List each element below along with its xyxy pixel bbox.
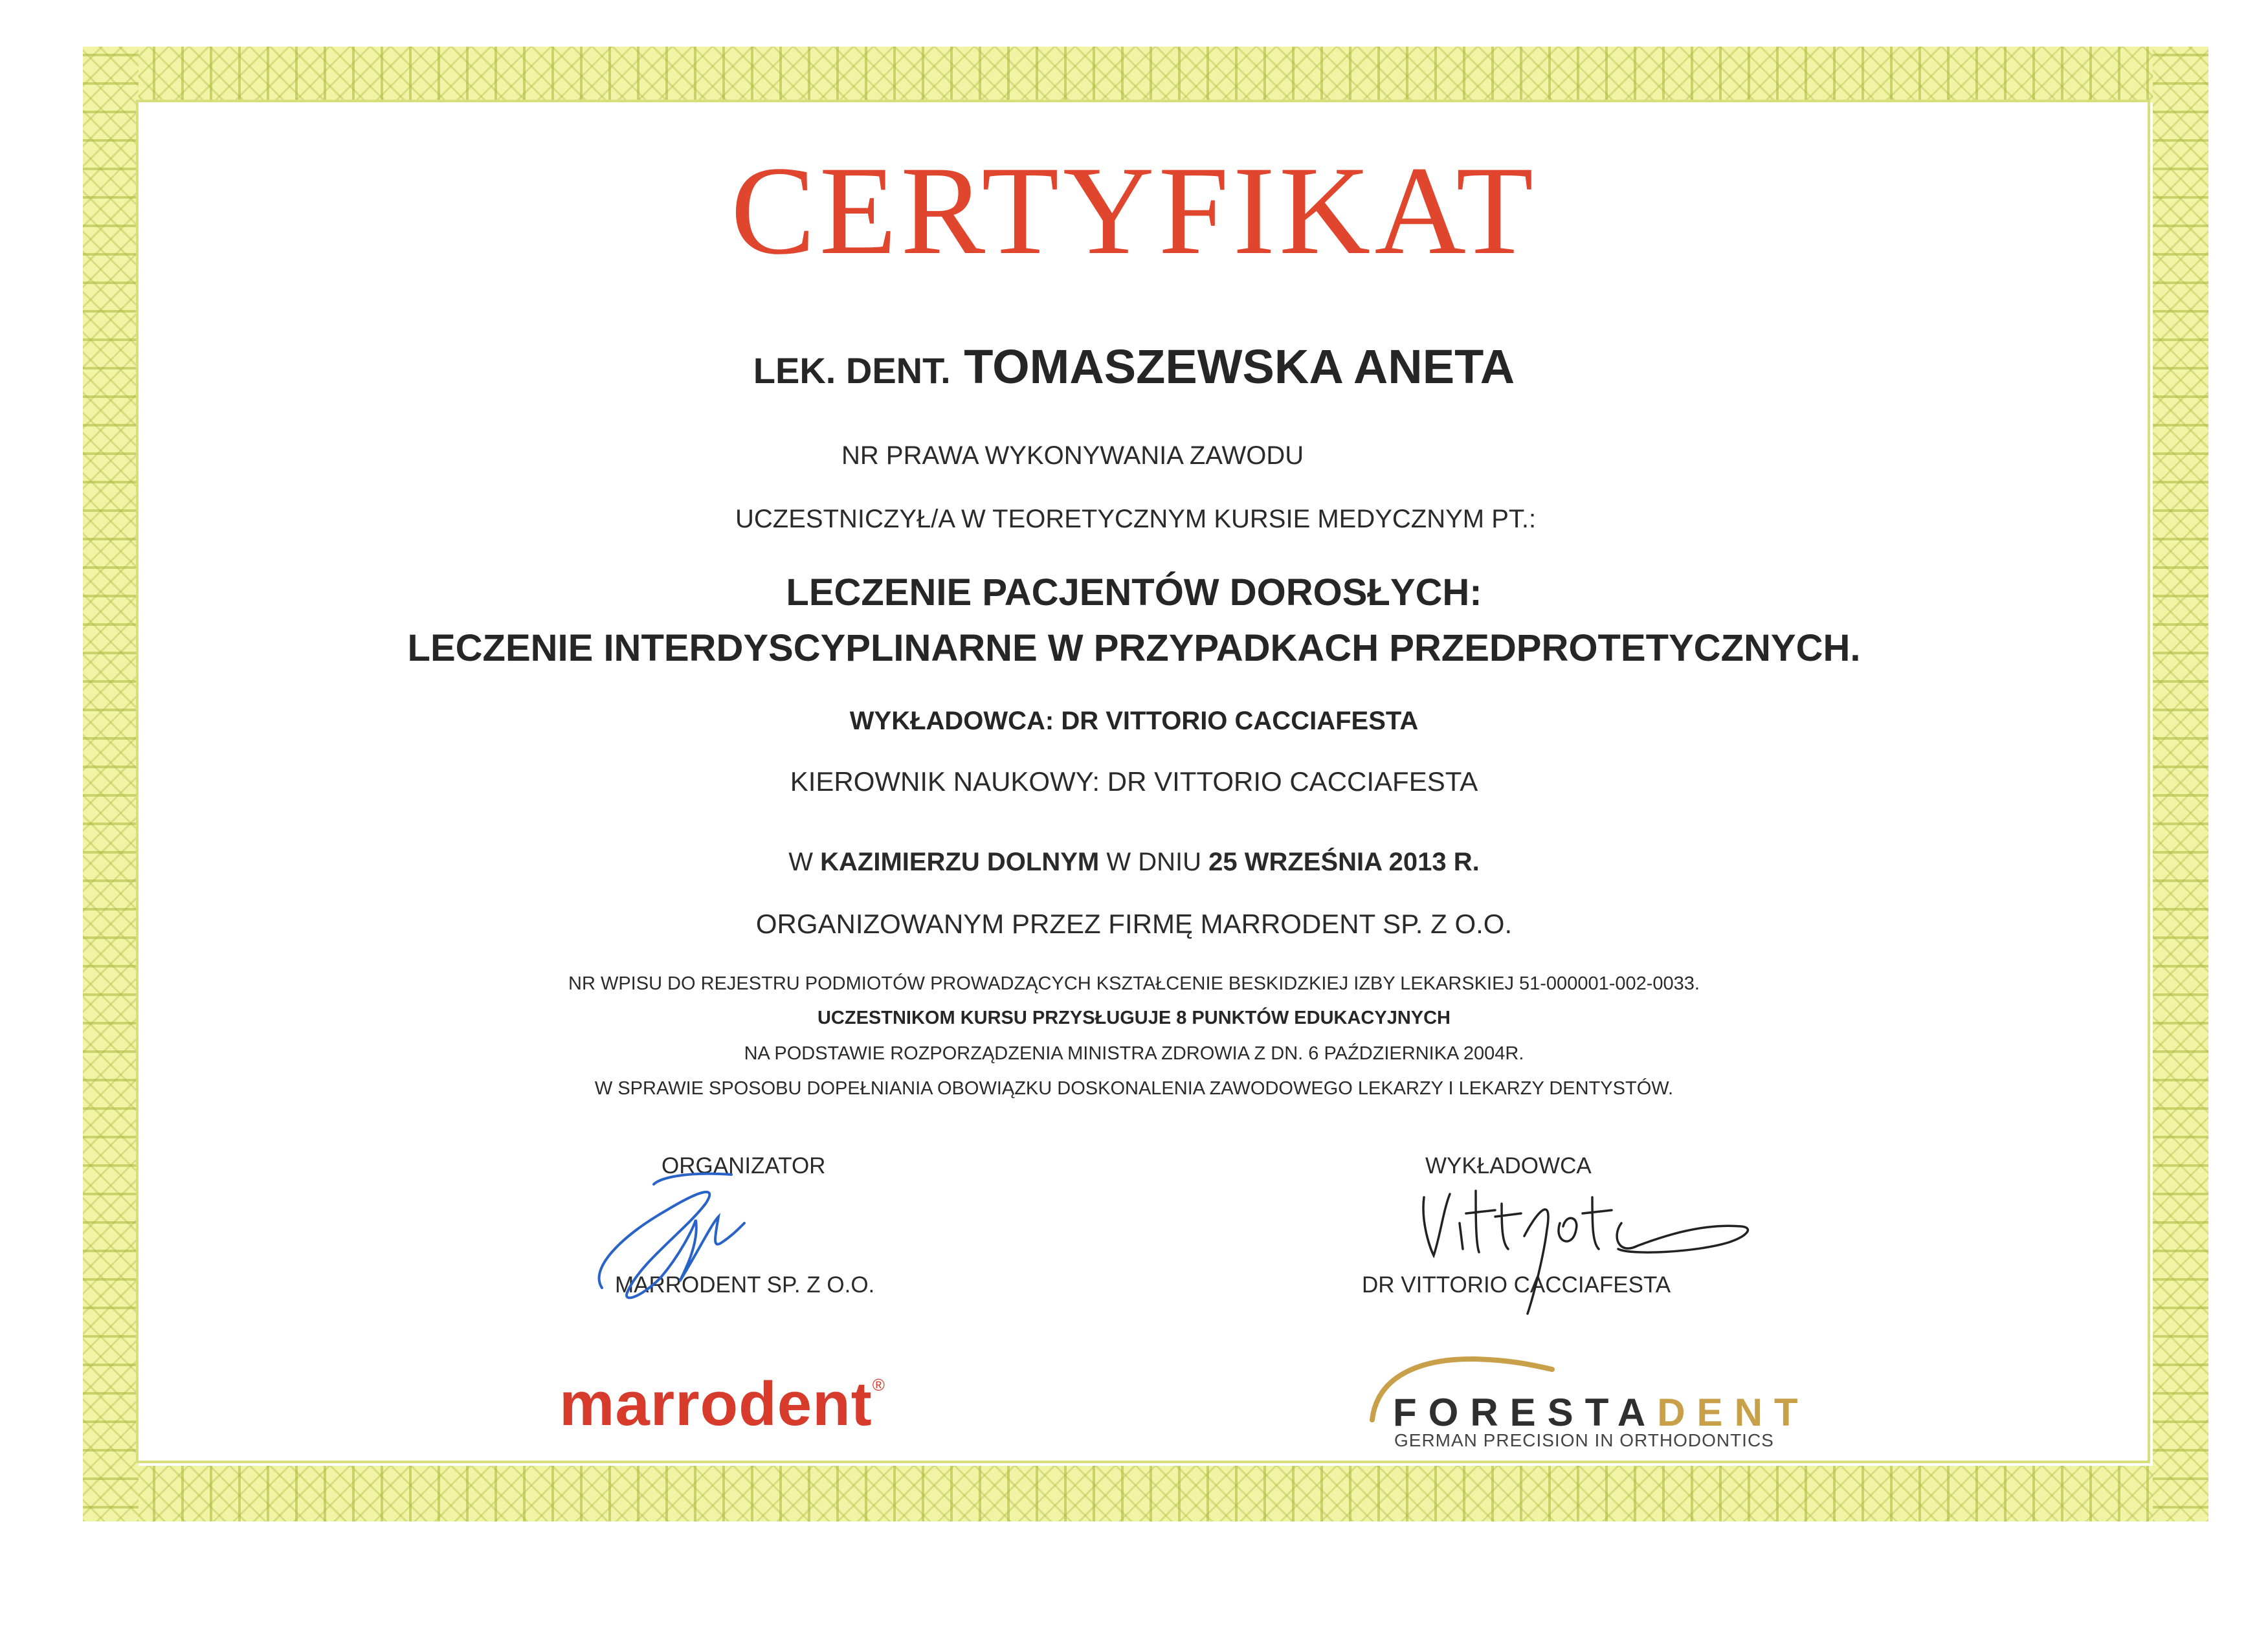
forestadent-logo-dent: DENT — [1657, 1391, 1810, 1434]
regulation-line: NA PODSTAWIE ROZPORZĄDZENIA MINISTRA ZDROWIA Z DN. 6 PAŹDZIERNIKA 2004R. — [744, 1043, 1524, 1064]
date-prefix: W DNIU — [1106, 848, 1201, 876]
duty-line: W SPRAWIE SPOSOBU DOPEŁNIANIA OBOWIĄZKU DOSKONALENIA ZAWODOWEGO LEKARZY I LEKARZY DENTYSTÓW. — [594, 1078, 1674, 1099]
course-title-line-1: LECZENIE PACJENTÓW DOROSŁYCH: — [786, 571, 1482, 614]
registry-line: NR WPISU DO REJESTRU PODMIOTÓW PROWADZĄCYCH KSZTAŁCENIE BESKIDZKIEJ IZBY LEKARSKIEJ 51-000001-002-0033. — [568, 973, 1700, 994]
registered-mark: ® — [872, 1375, 885, 1395]
marrodent-logo — [559, 1369, 885, 1440]
forestadent-logo-main: FORESTA — [1393, 1391, 1658, 1434]
place-prefix: W — [788, 848, 813, 876]
recipient-line — [0, 340, 2268, 393]
organizer-name: MARRODENT SP. Z O.O. — [615, 1272, 875, 1298]
course-title-line-2: LECZENIE INTERDYSCYPLINARNE W PRZYPADKACH PRZEDPROTETYCZNYCH. — [407, 627, 1861, 669]
place-date-line — [0, 848, 2268, 877]
lecturer-signature — [1405, 1165, 1767, 1320]
forestadent-tagline: GERMAN PRECISION IN ORTHODONTICS — [1394, 1430, 1774, 1450]
organizer-label: ORGANIZATOR — [662, 1153, 826, 1178]
course-date: 25 WRZEŚNIA 2013 R. — [1208, 848, 1480, 876]
ornamental-border-bottom — [83, 1466, 2208, 1521]
certificate-title: CERTYFIKAT — [730, 140, 1538, 281]
scientific-director-line: KIEROWNIK NAUKOWY: DR VITTORIO CACCIAFESTA — [790, 766, 1478, 797]
ornamental-border-top — [83, 47, 2208, 102]
lecturer-name: DR VITTORIO CACCIAFESTA — [1362, 1272, 1671, 1298]
lecturer-line: WYKŁADOWCA: DR VITTORIO CACCIAFESTA — [849, 707, 1419, 735]
organizer-signature — [583, 1158, 816, 1320]
recipient-name: TOMASZEWSKA ANETA — [964, 340, 1515, 393]
lecturer-label: WYKŁADOWCA — [1425, 1153, 1592, 1178]
points-line: UCZESTNIKOM KURSU PRZYSŁUGUJE 8 PUNKTÓW EDUKACYJNYCH — [817, 1008, 1451, 1028]
recipient-prefix: LEK. DENT. — [753, 350, 951, 391]
place-name: KAZIMIERZU DOLNYM — [820, 848, 1100, 876]
licence-number-label: NR PRAWA WYKONYWANIA ZAWODU — [841, 441, 1304, 470]
participation-text: UCZESTNICZYŁ/A W TEORETYCZNYM KURSIE MEDYCZNYM PT.: — [735, 505, 1537, 533]
organizer-line: ORGANIZOWANYM PRZEZ FIRMĘ MARRODENT SP. Z O.O. — [755, 909, 1513, 939]
forestadent-logo — [1393, 1390, 1810, 1435]
marrodent-logo-text: marrodent — [559, 1369, 873, 1439]
